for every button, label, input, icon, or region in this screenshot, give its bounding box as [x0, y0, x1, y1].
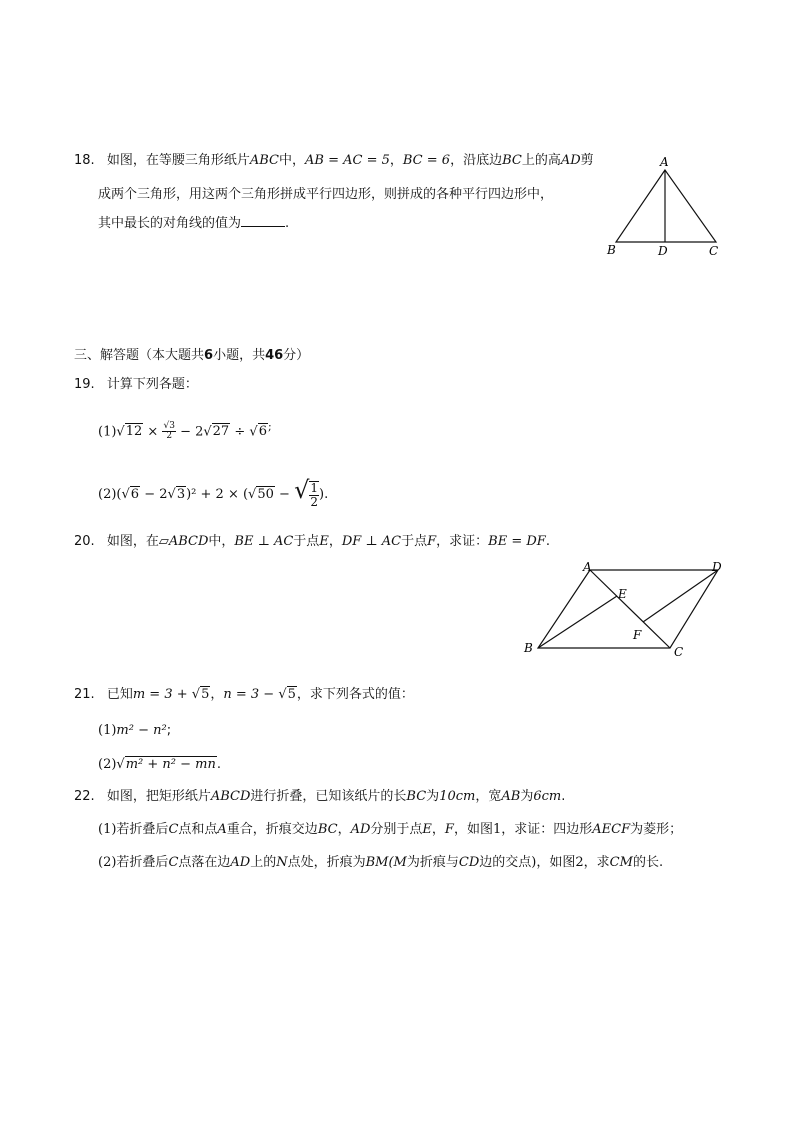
sqrt-sign: √: [248, 487, 257, 502]
text: ，求证：四边形: [501, 822, 593, 837]
text: 三、解答题（本大题共: [74, 348, 205, 363]
label-d: D: [712, 560, 722, 574]
text: 计算下列各题：: [106, 377, 198, 392]
triangle-abc: [616, 170, 716, 242]
math: AD: [560, 153, 581, 168]
math: DF ⊥ AC: [341, 534, 402, 549]
math: m = 3 +: [132, 687, 192, 702]
radicand: m² + n² − mn: [125, 757, 216, 772]
text: ，如图: [453, 822, 493, 837]
sqrt-sign: √: [167, 487, 176, 502]
text: .: [216, 757, 221, 772]
text: ，求证：: [436, 534, 489, 549]
math: CM: [609, 855, 633, 870]
math: E: [422, 822, 432, 837]
text: 为折痕与: [406, 855, 459, 870]
text: 点落在边: [178, 855, 231, 870]
math: 10cm: [439, 789, 476, 804]
label-c: C: [674, 645, 684, 659]
numerator: 1: [310, 480, 319, 495]
numerator: √3: [163, 421, 175, 432]
fraction: [162, 422, 175, 441]
text: .: [285, 216, 290, 231]
math: AB = AC = 5: [305, 153, 390, 168]
parallelogram-figure: [520, 560, 730, 660]
operator: ×: [147, 424, 159, 440]
math: AECF: [592, 822, 631, 837]
label-e: E: [618, 587, 627, 601]
sqrt-sign: √: [116, 757, 125, 772]
math: AD: [350, 822, 371, 837]
text: 为菱形；: [630, 822, 683, 837]
math: ABC: [249, 153, 279, 168]
q22-line1: [74, 788, 565, 806]
label-a: A: [660, 155, 669, 169]
math: m² − n²: [116, 723, 167, 738]
text: 上的高: [521, 153, 561, 168]
question-number: 19.: [74, 377, 95, 392]
text: 的长.: [632, 855, 664, 870]
math: C: [168, 855, 179, 870]
text: ，如图: [536, 855, 576, 870]
text: 中，: [208, 534, 235, 549]
text: 若折叠后: [116, 855, 169, 870]
q21-part1: [98, 722, 171, 740]
fraction: [309, 481, 319, 509]
text: 分）: [283, 348, 310, 363]
label-c: C: [709, 244, 719, 258]
text: 进行折叠，已知该纸片的长: [250, 789, 407, 804]
text: ;: [166, 723, 172, 738]
text: 若折叠后: [116, 822, 169, 837]
q18-line1: [74, 152, 594, 170]
text: 于点: [401, 534, 428, 549]
math: ): [531, 855, 537, 870]
sqrt-sign: √: [294, 476, 310, 504]
q19-title: [74, 376, 198, 394]
math: F: [427, 534, 437, 549]
text: 点和点: [178, 822, 218, 837]
parallelogram-abcd: [538, 570, 718, 648]
text: ，求下列各式的值：: [296, 687, 414, 702]
text: 为: [520, 789, 534, 804]
text: ，: [337, 822, 351, 837]
part-label: (2): [98, 487, 117, 502]
math: AB: [501, 789, 521, 804]
text: )² + 2 × (: [186, 487, 249, 502]
text: ，: [328, 534, 342, 549]
math: C: [168, 822, 179, 837]
math: BE ⊥ AC: [234, 534, 294, 549]
sqrt-sign: √: [203, 424, 212, 440]
math: 2: [575, 855, 584, 870]
text: 剪: [580, 153, 594, 168]
math: BE = DF: [488, 534, 546, 549]
math: BC: [502, 153, 522, 168]
radicand: 27: [212, 424, 230, 440]
math: BC: [317, 822, 338, 837]
math: CD: [458, 855, 480, 870]
text: 其中最长的对角线的值为: [98, 216, 242, 231]
text: ，: [389, 153, 403, 168]
text: 重合，折痕交边: [226, 822, 318, 837]
text: ，宽: [475, 789, 502, 804]
answer-blank: [241, 214, 285, 227]
text: 小题，共: [213, 348, 266, 363]
label-f: F: [633, 628, 642, 642]
text: 上的: [250, 855, 277, 870]
question-number: 18.: [74, 153, 95, 168]
text: 分别于点: [370, 822, 423, 837]
math: E: [319, 534, 329, 549]
text: 点处，折痕为: [287, 855, 366, 870]
text: 已知: [106, 687, 133, 702]
q19-part1: [98, 416, 272, 443]
text: 如图，在: [106, 534, 159, 549]
diagonal-ac: [590, 570, 670, 648]
text: 为: [426, 789, 440, 804]
text: ;: [267, 420, 272, 433]
radicand: 5: [201, 687, 210, 702]
text: 如图，把矩形纸片: [106, 789, 211, 804]
q18-line3: [98, 214, 289, 233]
math: 6cm: [533, 789, 562, 804]
q20-text: [74, 533, 550, 551]
q22-part2: [98, 854, 663, 872]
label-b: B: [607, 243, 616, 257]
sqrt-sign: √: [191, 687, 201, 702]
part-label: (2): [98, 855, 117, 870]
label-a: A: [583, 560, 592, 574]
part-label: (2): [98, 757, 117, 772]
radicand: 6: [130, 487, 140, 502]
sqrt-sign: √: [278, 687, 287, 702]
denominator: 2: [310, 494, 319, 509]
q22-part1: [98, 821, 682, 839]
q21-text: [74, 686, 414, 704]
math: ABCD: [210, 789, 251, 804]
text: .: [561, 789, 566, 804]
text: ，: [210, 687, 224, 702]
question-number: 20.: [74, 534, 95, 549]
radicand: 5: [287, 687, 296, 702]
text: 46: [265, 348, 284, 363]
math: N: [276, 855, 288, 870]
math: BC = 6: [402, 153, 451, 168]
text: ，沿底边: [450, 153, 503, 168]
sqrt-sign: √: [116, 424, 125, 440]
math: n = 3 −: [223, 687, 279, 702]
segment-df: [643, 570, 718, 622]
math: 1: [492, 822, 502, 837]
section-heading: [74, 347, 309, 365]
triangle-figure: [600, 152, 730, 262]
operator: −: [279, 487, 290, 502]
text: ).: [319, 487, 329, 502]
q18-line2: 成两个三角形，用这两个三角形拼成平行四边形，则拼成的各种平行四边形中，: [98, 187, 554, 202]
part-label: (1): [98, 723, 117, 738]
text: 中，: [278, 153, 305, 168]
label-d: D: [658, 244, 668, 258]
radicand: 50: [257, 487, 274, 502]
part-label: (1): [98, 424, 117, 440]
math: AD: [230, 855, 251, 870]
label-b: B: [524, 641, 533, 655]
radicand: 6: [258, 424, 267, 440]
math: ▱ABCD: [158, 534, 209, 549]
operator: − 2: [144, 487, 168, 502]
text: 于点: [293, 534, 320, 549]
text: ，求: [583, 855, 610, 870]
text: 6: [204, 348, 214, 363]
part-label: (1): [98, 822, 117, 837]
math: F: [444, 822, 454, 837]
text: 如图，在等腰三角形纸片: [106, 153, 250, 168]
segment-be: [538, 596, 617, 648]
radicand: 3: [176, 487, 186, 502]
denominator: 2: [166, 431, 173, 442]
sqrt-sign: √: [249, 424, 258, 440]
operator: ÷: [234, 424, 246, 440]
math: BC: [406, 789, 427, 804]
text: 边的交点: [479, 855, 532, 870]
text: (: [116, 487, 122, 502]
q19-part2: [98, 476, 328, 509]
question-number: 22.: [74, 789, 95, 804]
q21-part2: [98, 756, 221, 774]
sqrt-sign: √: [121, 487, 130, 502]
text: .: [545, 534, 550, 549]
text: ，: [431, 822, 445, 837]
math: A: [217, 822, 227, 837]
math: BM(M: [365, 855, 407, 870]
question-number: 21.: [74, 687, 95, 702]
radicand: 12: [125, 424, 143, 440]
operator: − 2: [180, 424, 204, 440]
